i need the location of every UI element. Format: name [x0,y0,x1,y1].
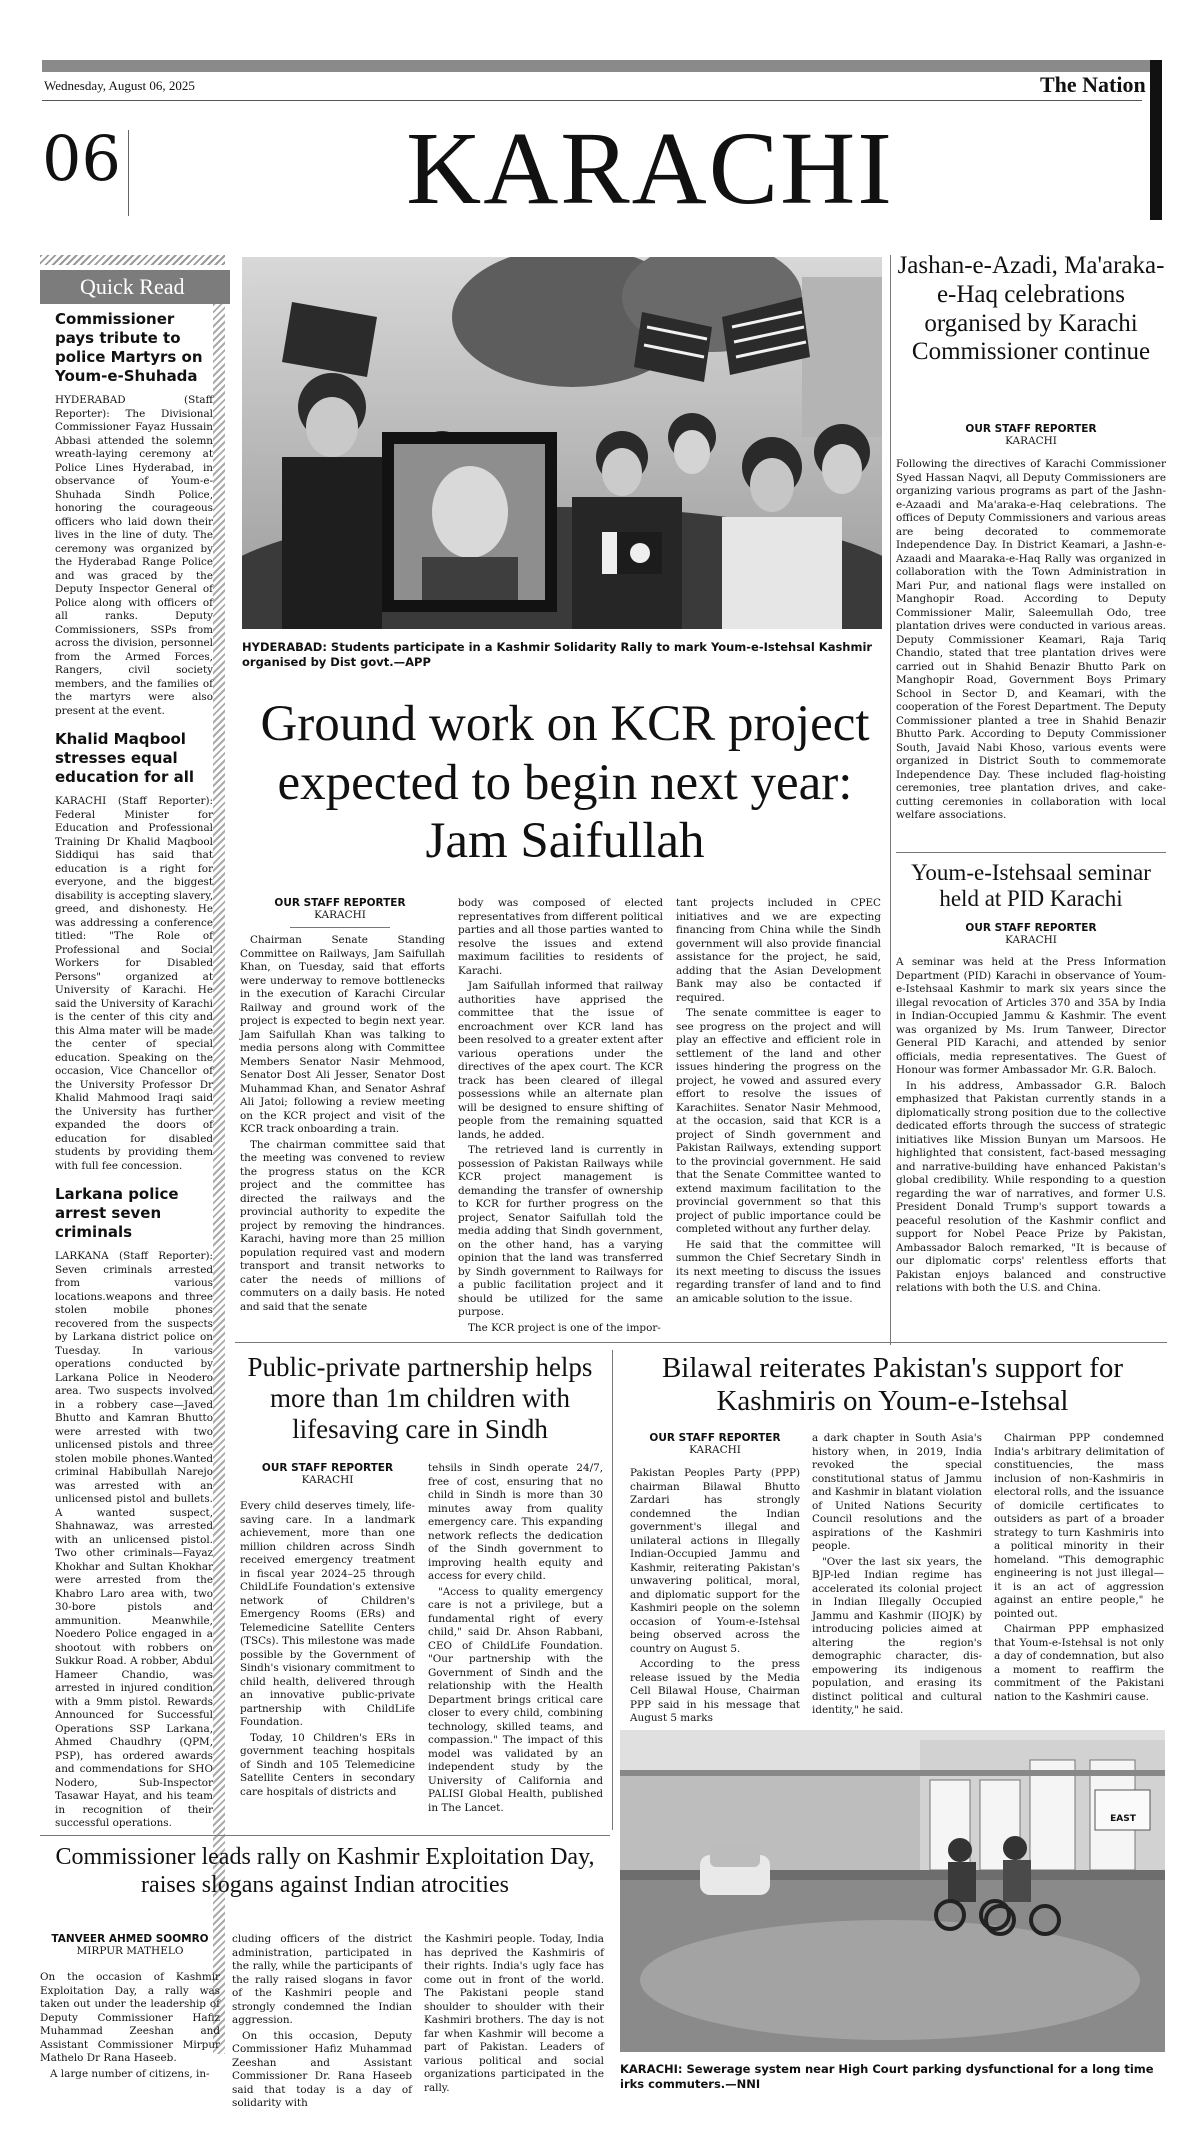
health-credit [240,1462,415,1492]
kcr-paragraph: The retrieved land is currently in possession of Pakistan Railways while KCR project management is demanding the transfer of ownership to KCR for further progress on the project, Senator Saifullah told the media adding that Sindh government, on the other hand, has a varying opinion that the land was transferred by Sindh government to Railways for a public facilitation project and it should be utilized for the same purpose. [458,1144,663,1318]
kcr-byline-rule [290,927,390,928]
kcr-paragraph: The senate committee is eager to see progress on the project and will play an effective and efficient role in settlement of the land and other issues hindering the progress on the project, he vowed and assured every effort to resolve the issues of Karachiites. Senator Nasir Mehmood, at the occasion, said that KCR is a project of Sindh government and Pakistan Railways, extending support to the provincial government. He said that the Senate Committee wanted to extend maximum facilitation to the provincial government so that this project of public importance could be completed without any further delay. [676,1007,881,1235]
health-paragraph: tehsils in Sindh operate 24/7, free of cost, ensuring that no child in Sindh is more than 30 minutes away from quality emergency care. This expanding network reflects the dedication of the Sindh government to improving health equity and access for every child. [428,1462,603,1582]
kcr-column-3 [676,897,881,1308]
bilawal-paragraph: "Over the last six years, the BJP-led Indian regime has accelerated its colonial project in Indian Illegally Occupied Jammu and Kashmir (IIOJK) by introducing policies aimed at altering the region's demographic character, dis-empowering its indigenous population, and erasing its distinct political and cultural identity," he said. [812,1555,982,1716]
masthead-bar [42,60,1162,72]
bilawal-dateline: KARACHI [689,1444,741,1456]
section-title: KARACHI [406,111,894,226]
health-paragraph: Today, 10 Children's ERs in government teaching hospitals of Sindh and 105 Telemedicine Satellite Centers in secondary care hospitals of districts and [240,1731,415,1798]
kcr-paragraph: He said that the committee will summon the Chief Secretary Sindh in its next meeting to discuss the issues regarding transfer of land and to find an amicable solution to the issue. [676,1238,881,1305]
bilawal-credit [630,1432,800,1462]
kcr-credit [240,897,440,927]
newspaper-brand: The Nation [1040,72,1146,97]
rally-column-2 [232,1933,412,2113]
rally-paragraph: cluding officers of the district administration, participated in the rally, while the participants of the rally raised slogans in favor of the Kashmiri people and strongly condemned the Indian aggression. [232,1933,412,2026]
flood-photo-caption: KARACHI: Sewerage system near High Court parking dysfunctional for a long time irks commuters.—NNI [620,2062,1154,2091]
jashan-dateline: KARACHI [1005,435,1057,447]
bilawal-paragraph: Chairman PPP emphasized that Youm-e-Istehsal is not only a day of condemnation, but also a moment to reaffirm the commitment of the Pakistani nation to the Kashmiri cause. [994,1623,1164,1703]
seminar-paragraph: In his address, Ambassador G.R. Baloch emphasized that Pakistan currently stands in a diplomatically strong position due to the collective dedicated efforts through the success of strategic initiatives like Mission Bunyan um Marsoos. He highlighted that consistent, fact-based messaging and narrative-building have enhanced Pakistan's global credibility. While responding to a question regarding the war of narratives, and former U.S. President Donald Trump's support towards a peaceful resolution of the Kashmir conflict and support for Nobel Peace Prize by Pakistan, Ambassador Baloch remarked, "It is because of our diplomatic corps' relentless efforts that Pakistan enjoys balanced and constructive relations with both the U.S. and China. [896,1079,1166,1294]
bilawal-paragraph: According to the press release issued by the Media Cell Bilawal House, Chairman PPP said in his message that August 5 marks [630,1658,800,1724]
issue-date: Wednesday, August 06, 2025 [44,78,195,93]
quick-read-title: Commissioner pays tribute to police Martyrs on Youm-e-Shuhada [55,310,203,385]
masthead-side-bar [1150,60,1162,220]
rally-column-3 [424,1933,604,2097]
quick-read-item [55,310,213,718]
seminar-byline: OUR STAFF REPORTER [965,922,1097,934]
bilawal-headline: Bilawal reiterates Pakistan's support for Kashmiris on Youm-e-Istehsal [661,1352,1124,1418]
bilawal-column-3 [994,1432,1164,1706]
kcr-column-2 [458,897,663,1337]
quick-read-title: Larkana police arrest seven criminals [55,1185,179,1241]
masthead-rule [42,100,1142,101]
quick-read-body: KARACHI (Staff Reporter): Federal Minister for Education and Professional Training Dr Khalid Maqbool Siddiqui has said that education is a right for everyone, and the biggest disability is accepting slavery, greed, and dishonesty. He was addressing a conference titled: "The Role of Professional and Social Workers for Disabled Persons" organized at University of Karachi. He said the University of Karachi is the center of this city and this Alma mater will be made the center of special education. Speaking on the occasion, Vice Chancellor of the University Professor Dr Khalid Mahmood Iraqi said the University has further expanded the doors of education for disabled students by providing them with full fee concession. [55,795,213,1172]
bilawal-paragraph: a dark chapter in South Asia's history when, in 2019, India revoked the special constitutional status of Jammu and Kashmir in blatant violation of United Nations Security Council resolutions and the aspirations of the Kashmiri people. [812,1432,982,1552]
rally-paragraph: On this occasion, Deputy Commissioner Hafiz Muhammad Zeeshan and Assistant Commissioner Dr. Rana Haseeb said that today is a day of solidarity with [232,2029,412,2109]
flood-photo [620,1730,1165,2052]
health-paragraph: Every child deserves timely, life-saving care. In a landmark achievement, more than one million children across Sindh received emergency treatment in fiscal year 2024–25 through ChildLife Foundation's extensive network of Children's Emergency Rooms (ERs) and Telemedicine Satellite Centers (TSCs). This milestone was made possible by the Government of Sindh's visionary commitment to child health, delivered through an innovative public-private partnership with ChildLife Foundation. [240,1500,415,1728]
quick-read-body: LARKANA (Staff Reporter): Seven criminals arrested from various locations.weapons and three stolen mobile phones recovered from the suspects by Larkana district police on Tuesday. In various operations conducted by Larkana Police in Neodero area. Two suspects involved in a robbery case—Javed Bhutto and Kamran Bhutto were arrested with two unlicensed pistols and three stolen mobile phones.Wanted criminal Habibullah Narejo was arrested with an unlicensed pistol and bullets. A wanted suspect, Shahnawaz, was arrested with an unlicensed pistol. Two other criminals—Fayaz Khokhar and Sultan Khokhar were arrested from the Khabro Laro area with, two 30-bore pistols and ammunition. Meanwhile, Noedero Police engaged in a shootout with robbers on Sukkur Road. A robber, Abdul Hameer Chandio, was arrested in injured condition with a 9mm pistol. Rewards Announced for Successful Operations SSP Larkana, Ahmed Chaudhry (QPM, PSP), has ordered awards and commendations for SHO Nodero, Sub-Inspector Tasawar Hayat, and his team in recognition of their successful operations. [55,1250,213,1829]
page-number: 06 [42,122,121,195]
health-dateline: KARACHI [301,1474,354,1486]
bilawal-column-1 [630,1467,800,1728]
kcr-paragraph: The chairman committee said that the meeting was convened to review the progress status on the KCR project and the committee has directed the railways and the provincial authority to expedite the project by removing the hindrances. Karachi, having more than 25 million population required vast and modern transport and transit networks to cater the needs of millions of commuters on a daily basis. He noted and said that the senate [240,1138,445,1313]
bilawal-paragraph: Chairman PPP condemned India's arbitrary delimitation of constituencies, the mass inclusion of non-Kashmiris in electoral rolls, and the issuance of domicile certificates to outsiders as part of a broader strategy to turn Kashmiris into a political minority in their homeland. "This demographic engineering is not just illegal—it is an act of aggression against an entire people," he pointed out. [994,1432,1164,1620]
quick-read-item [55,1185,213,1831]
rally-photo-graphic [242,257,882,629]
quick-read-item [55,730,213,1173]
quick-read-side-stripe [213,304,225,2054]
quick-read-body: HYDERABAD (Staff Reporter): The Divisional Commissioner Fayaz Hussain Abbasi attended the solemn wreath-laying ceremony at Police Lines Hyderabad, in observance of Youm-e-Shuhada Sindh Police, honoring the courageous officers who laid down their lives in the line of duty. The ceremony was organized by the Hyderabad Range Police and was graced by the Deputy Inspector General of Police along with officers of all ranks. Deputy Commissioners, SSPs from across the division, personnel from the Armed Forces, Rangers, civil society members, and the families of the martyrs were also present at the event. [55,394,213,717]
rally-credit [40,1933,220,1963]
quick-read-title: Khalid Maqbool stresses equal education for all [55,730,194,786]
jashan-byline: OUR STAFF REPORTER [965,423,1097,435]
kcr-paragraph: Chairman Senate Standing Committee on Railways, Jam Saifullah Khan, on Tuesday, said that efforts were underway to remove bottlenecks in the execution of Karachi Circular Railway and ground work of the project is expected to begin next year. Jam Saifullah Khan was talking to media persons along with Committee Members Senator Nasir Mehmood, Senator Dost Ali Jesser, Senator Dost Muhammad Khan, and Senator Ashraf Ali Jatoi; following a review meeting on the KCR project and visit of the KCR track onboarding a train. [240,934,445,1135]
bilawal-column-2 [812,1432,982,1720]
kcr-headline: Ground work on KCR project expected to begin next year: Jam Saifullah [260,696,870,870]
rally-column-1 [40,1971,220,2083]
jashan-headline: Jashan-e-Azadi, Ma'araka-e-Haq celebrations organised by Karachi Commissioner continue [897,252,1165,366]
rally-headline: Commissioner leads rally on Kashmir Exploitation Day, raises slogans against Indian atrocities [55,1844,595,1898]
seminar-body [896,956,1166,1298]
rally-paragraph: On the occasion of Kashmir Exploitation Day, a rally was taken out under the leadership of Deputy Commissioner Hafiz Muhammad Zeeshan and Assistant Commissioner Mirpur Mathelo Dr Rana Haseeb. [40,1971,220,2064]
rally-paragraph: the Kashmiri people. Today, India has deprived the Kashmiris of their rights. India's ugly face has come out in front of the world. The Pakistani people stand shoulder to shoulder with their Kashmiri brothers. The day is not far when Kashmir will become a part of Pakistan. Leaders of various political and social organizations participated in the rally. [424,1933,604,2094]
health-column-1 [240,1500,415,1801]
page-number-divider [128,130,129,216]
kcr-paragraph: Jam Saifullah informed that railway authorities have apprised the committee that the issue of encroachment over KCR land has been resolved to a greater extent after various operations under the directives of the apex court. The KCR track has been cleared of illegal possessions while an alternate plan will be designed to ensure shifting of people from the remaining squatted lands, he added. [458,980,663,1141]
flood-photo-graphic [620,1730,1165,2052]
kcr-paragraph: tant projects included in CPEC initiatives and we are expecting financing from China while the Sindh government will also provide financial assistance for the project, he said, adding that the Asian Development Bank may also be contacted if required. [676,897,881,1004]
seminar-paragraph: A seminar was held at the Press Information Department (PID) Karachi in observance of Youm-e-Istehsaal Kashmir to mark six years since the illegal revocation of Articles 370 and 35A by India in Indian-Occupied Jammu & Kashmir. The event was organized by Ms. Irum Tanweer, Director General PID Karachi, and attended by senior officials, media representatives. The Guest of Honour was former Ambassador Mr. G.R. Baloch. [896,956,1166,1076]
seminar-headline: Youm-e-Istehsaal seminar held at PID Karachi [911,860,1151,912]
column-divider [890,255,891,1345]
jashan-credit [896,423,1166,453]
kcr-dateline: KARACHI [314,909,366,921]
quick-read-stripe [40,255,225,265]
rally-photo-caption: HYDERABAD: Students participate in a Kashmir Solidarity Rally to mark Youm-e-Istehsal Kashmir organised by Dist govt.—APP [242,640,873,669]
kcr-paragraph: body was composed of elected representatives from different political parties and all those parties wanted to resolve the issues and extend maximum facilities to residents of Karachi. [458,897,663,977]
section-rule [235,1342,1167,1343]
column-divider [612,1350,613,1830]
section-rule [40,1835,610,1836]
rally-byline: TANVEER AHMED SOOMRO [51,1933,209,1945]
jashan-body [896,458,1166,825]
kcr-paragraph: The KCR project is one of the impor- [468,1321,661,1334]
kcr-byline: OUR STAFF REPORTER [274,897,406,909]
health-column-2 [428,1462,603,1817]
jashan-paragraph: Following the directives of Karachi Commissioner Syed Hassan Naqvi, all Deputy Commissioners are organizing various programs as part of the Jashn-e-Azaadi and Ma'araka-e-Haq celebrations. The offices of Deputy Commissioners and various areas are being decorated to commemorate Independence Day. In District Keamari, a Jashn-e-Azaadi and Maaraka-e-Haq Rally was organized in collaboration with the Town Administration in Mari Pur, and national flags were installed on Manghopir Road. According to Deputy Commissioner Malir, Saleemullah Odo, tree plantation drives were conducted in various areas. Deputy Commissioner Keamari, Raja Tariq Chandio, stated that tree plantation drives were carried out in Shahid Benazir Bhutto Park on Manghopir Road, Government Boys Primary School in Sector D, and Keamari, with the cooperation of the Forest Department. The Deputy Commissioner planted a tree in Shahid Benazir Bhutto Park. According to Deputy Commissioner South, Javaid Nabi Khoso, various events were organized in District South to commemorate Independence Day. These included flag-hoisting ceremonies, tree plantation drives, and cake-cutting ceremonies in collaboration with local welfare associations. [896,458,1166,821]
seminar-dateline: KARACHI [1005,934,1057,946]
quick-read-label: Quick Read [40,270,230,304]
kcr-column-1 [240,934,445,1316]
health-paragraph: "Access to quality emergency care is not a privilege, but a fundamental right of every child," said Dr. Ahson Rabbani, CEO of ChildLife Foundation. "Our partnership with the Government of Sindh and the relationship with the Health Department brings critical care closer to every child, combining technology, skilled teams, and compassion." The impact of this model was validated by an independent study by the University of California and PALISI Global Health, published in The Lancet. [428,1585,603,1814]
health-byline: OUR STAFF REPORTER [261,1462,394,1474]
rally-dateline: MIRPUR MATHELO [76,1945,184,1957]
rally-photo [242,257,882,629]
section-rule [896,852,1166,853]
health-headline: Public-private partnership helps more than 1m children with lifesaving care in Sindh [247,1352,593,1445]
rally-paragraph: A large number of citizens, in- [50,2067,210,2080]
quick-read-column [55,310,213,1843]
seminar-credit [896,922,1166,952]
bilawal-paragraph: Pakistan Peoples Party (PPP) chairman Bilawal Bhutto Zardari has strongly condemned the Indian government's illegal and unilateral actions in Illegally Indian-Occupied Jammu and Kashmir, reiterating Pakistan's unwavering political, moral, and diplomatic support for the Kashmiri people on the solemn occasion of Youm-e-Istehsal being observed across the country on August 5. [630,1467,800,1655]
flood-photo-sign: EAST [1110,1814,1136,1824]
bilawal-byline: OUR STAFF REPORTER [649,1432,781,1444]
